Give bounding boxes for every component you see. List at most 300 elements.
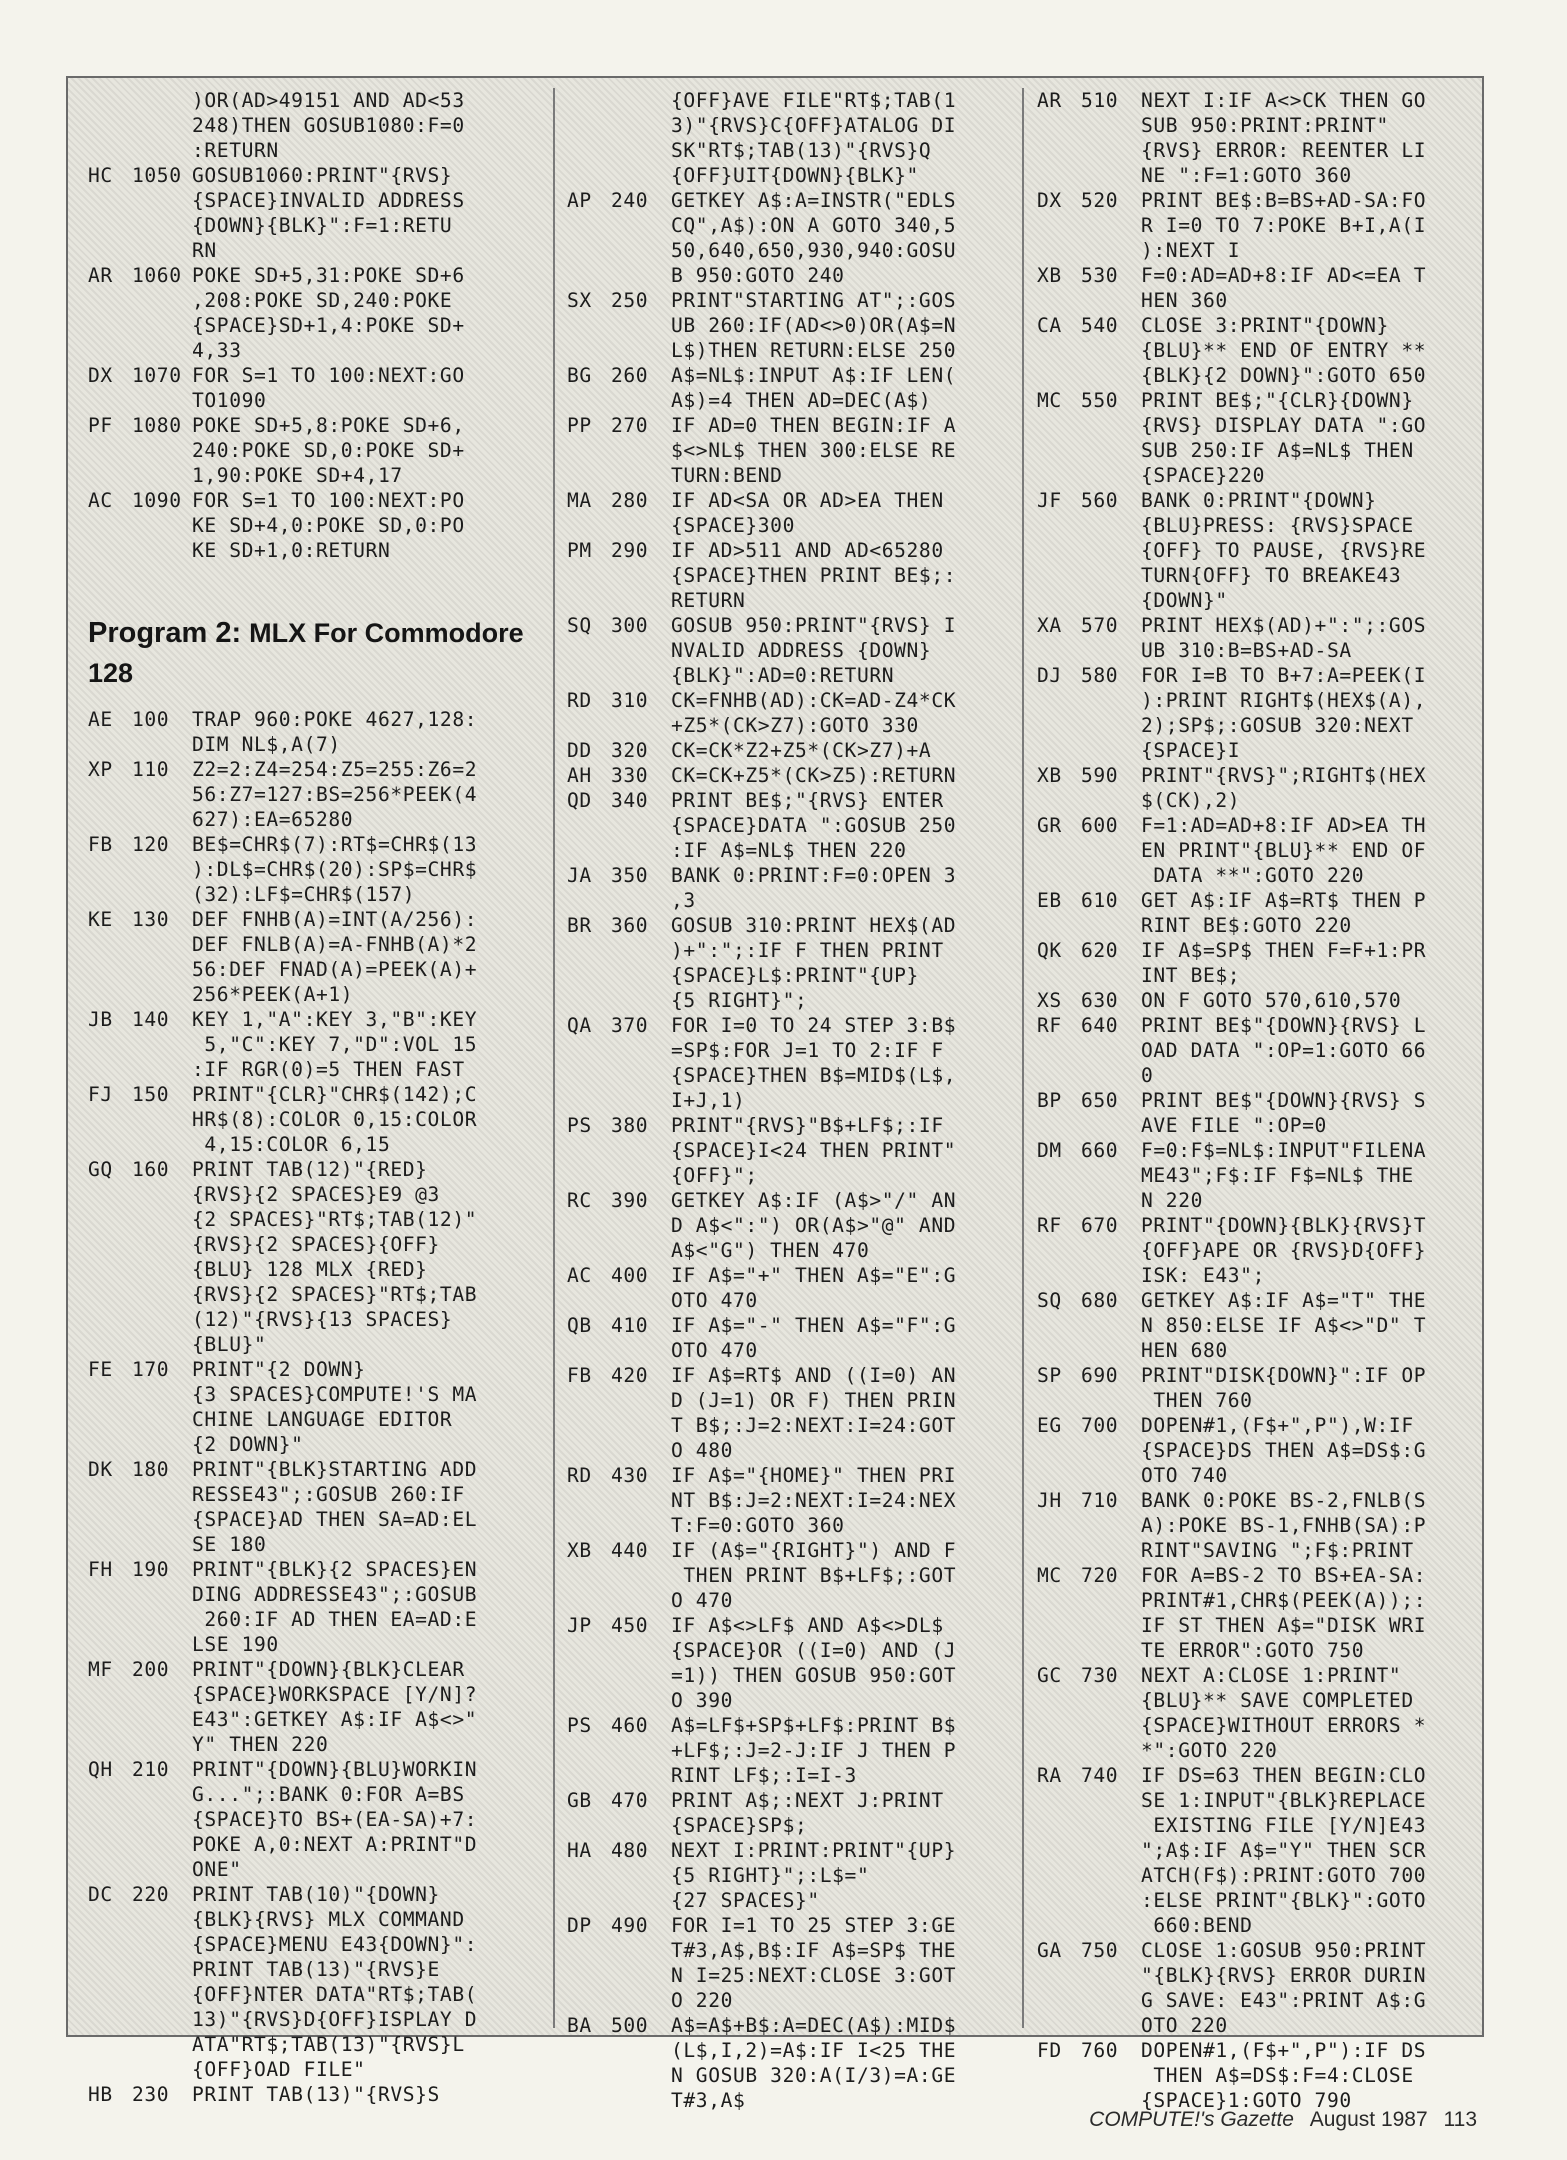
line-code: SE 1:INPUT"{BLK}REPLACE [1141, 1789, 1427, 1812]
line-code: {DOWN}" [1141, 589, 1228, 612]
line-code: TE ERROR":GOTO 750 [1141, 1639, 1365, 1662]
line-checksum: SX [567, 289, 592, 312]
line-number [132, 1832, 192, 1857]
line-code: $(CK),2) [1141, 789, 1241, 812]
line-code: D A$<":") OR(A$>"@" AND [671, 1214, 957, 1237]
code-line [88, 413, 544, 438]
line-code: BANK 0:PRINT:F=0:OPEN 3 [671, 864, 957, 887]
line-checksum [567, 1088, 611, 1113]
line-checksum [567, 813, 611, 838]
line-number: 180 [132, 1458, 170, 1481]
line-checksum [567, 1938, 611, 1963]
line-checksum [1037, 1713, 1081, 1738]
code-line [88, 1807, 544, 1832]
line-number [132, 1182, 192, 1207]
code-line [1037, 1813, 1493, 1838]
line-code: KE SD+4,0:POKE SD,0:PO [192, 514, 465, 537]
line-checksum [567, 663, 611, 688]
line-code: {SPACE}DS THEN A$=DS$:G [1141, 1439, 1427, 1462]
line-code: NE ":F=1:GOTO 360 [1141, 164, 1352, 187]
code-line [1037, 1888, 1493, 1913]
line-number [1081, 1513, 1141, 1538]
code-line [88, 1907, 544, 1932]
line-code: ATA"RT$;TAB(13)"{RVS}L [192, 2033, 465, 2056]
line-checksum [567, 1988, 611, 2013]
code-line [1037, 1763, 1493, 1788]
code-line [88, 1207, 544, 1232]
line-number: 470 [611, 1789, 649, 1812]
line-number: 390 [611, 1189, 649, 1212]
code-line [567, 913, 1023, 938]
line-number: 650 [1081, 1089, 1119, 1112]
line-checksum: KE [88, 908, 113, 931]
line-checksum [567, 713, 611, 738]
line-checksum: DP [567, 1914, 592, 1937]
line-code: ONE" [192, 1858, 242, 1881]
line-checksum [1037, 1838, 1081, 1863]
line-number: 150 [132, 1083, 170, 1106]
line-number: 460 [611, 1714, 649, 1737]
line-checksum [1037, 1113, 1081, 1138]
line-code: POKE SD+5,8:POKE SD+6, [192, 414, 465, 437]
line-checksum [88, 1582, 132, 1607]
code-line [567, 663, 1023, 688]
code-line [1037, 413, 1493, 438]
line-code: PRINT TAB(13)"{RVS}E [192, 1958, 440, 1981]
line-number: 530 [1081, 264, 1119, 287]
line-code: {SPACE}INVALID ADDRESS [192, 189, 465, 212]
line-number [611, 938, 671, 963]
line-checksum [1037, 713, 1081, 738]
line-checksum [1037, 838, 1081, 863]
line-number [611, 513, 671, 538]
code-line [1037, 238, 1493, 263]
code-line [1037, 313, 1493, 338]
line-code: {3 SPACES}COMPUTE!'S MA [192, 1383, 478, 1406]
line-checksum [1037, 1063, 1081, 1088]
line-number: 710 [1081, 1489, 1119, 1512]
line-number: 500 [611, 2014, 649, 2037]
line-code: T#3,A$ [671, 2089, 746, 2112]
line-code: R I=0 TO 7:POKE B+I,A(I [1141, 214, 1427, 237]
line-code: T B$;:J=2:NEXT:I=24:GOT [671, 1414, 957, 1437]
line-code: PRINT"{DOWN}{BLK}{RVS}T [1141, 1214, 1427, 1237]
code-line [1037, 1638, 1493, 1663]
line-number [1081, 1613, 1141, 1638]
code-line [1037, 1388, 1493, 1413]
line-number [611, 1963, 671, 1988]
line-number: 410 [611, 1314, 649, 1337]
line-number [1081, 1588, 1141, 1613]
line-checksum [567, 163, 611, 188]
line-number [132, 807, 192, 832]
code-line [1037, 88, 1493, 113]
line-checksum [567, 1063, 611, 1088]
line-number [611, 1038, 671, 1063]
code-line [88, 1282, 544, 1307]
line-code: {OFF} TO PAUSE, {RVS}RE [1141, 539, 1427, 562]
line-code: NEXT A:CLOSE 1:PRINT" [1141, 1664, 1402, 1687]
line-checksum: JP [567, 1614, 592, 1637]
line-code: A$)=4 THEN AD=DEC(A$) [671, 389, 932, 412]
line-checksum [1037, 238, 1081, 263]
line-number [1081, 288, 1141, 313]
code-line [1037, 488, 1493, 513]
line-checksum [567, 888, 611, 913]
line-checksum [1037, 738, 1081, 763]
line-code: {OFF}"; [671, 1164, 758, 1187]
line-code: 4,15:COLOR 6,15 [192, 1133, 391, 1156]
code-line [88, 1682, 544, 1707]
line-number [1081, 338, 1141, 363]
code-line [1037, 1238, 1493, 1263]
code-line [567, 838, 1023, 863]
line-number [1081, 213, 1141, 238]
line-number: 480 [611, 1839, 649, 1862]
issue-date: August 1987 [1309, 2108, 1428, 2131]
line-code: 4,33 [192, 339, 242, 362]
line-code: FOR S=1 TO 100:NEXT:PO [192, 489, 465, 512]
line-checksum [88, 463, 132, 488]
line-number [1081, 113, 1141, 138]
code-line [1037, 363, 1493, 388]
code-line [88, 1632, 544, 1657]
line-number: 210 [132, 1758, 170, 1781]
line-code: IF AD>511 AND AD<65280 [671, 539, 944, 562]
line-code: GET A$:IF A$=RT$ THEN P [1141, 889, 1427, 912]
code-line [88, 782, 544, 807]
listing-column-1 [88, 88, 544, 2106]
line-code: RN [192, 239, 217, 262]
code-line [567, 688, 1023, 713]
line-number [611, 1888, 671, 1913]
line-code: E43":GETKEY A$:IF A$<>" [192, 1708, 478, 1731]
line-checksum [567, 463, 611, 488]
line-number [611, 113, 671, 138]
code-line [567, 188, 1023, 213]
line-checksum: DD [567, 739, 592, 762]
line-checksum: AH [567, 764, 592, 787]
code-line [567, 1563, 1023, 1588]
line-checksum: QA [567, 1014, 592, 1037]
line-number [1081, 1738, 1141, 1763]
code-line [1037, 2038, 1493, 2063]
line-code: THEN PRINT B$+LF$;:GOT [671, 1564, 957, 1587]
line-number [611, 1488, 671, 1513]
code-line [567, 1188, 1023, 1213]
line-code: CLOSE 3:PRINT"{DOWN} [1141, 314, 1389, 337]
line-number [1081, 1813, 1141, 1838]
line-code: {SPACE}SD+1,4:POKE SD+ [192, 314, 465, 337]
line-code: +LF$;:J=2-J:IF J THEN P [671, 1739, 957, 1762]
code-line [1037, 1738, 1493, 1763]
line-checksum [88, 188, 132, 213]
code-line [1037, 1838, 1493, 1863]
code-line [88, 1457, 544, 1482]
line-checksum: GA [1037, 1939, 1062, 1962]
line-code: PRINT"{DOWN}{BLK}CLEAR [192, 1658, 465, 1681]
line-number: 130 [132, 908, 170, 931]
code-line [88, 113, 544, 138]
code-line [88, 1257, 544, 1282]
line-checksum: JH [1037, 1489, 1062, 1512]
line-checksum [567, 338, 611, 363]
line-code: Y" THEN 220 [192, 1733, 329, 1756]
line-checksum [88, 957, 132, 982]
line-number [611, 888, 671, 913]
line-checksum: DJ [1037, 664, 1062, 687]
line-number: 630 [1081, 989, 1119, 1012]
line-checksum [1037, 1888, 1081, 1913]
line-code: GOSUB 310:PRINT HEX$(AD [671, 914, 957, 937]
line-checksum [88, 513, 132, 538]
line-code: 627):EA=65280 [192, 808, 354, 831]
code-line [88, 188, 544, 213]
line-number [132, 1232, 192, 1257]
line-checksum [567, 213, 611, 238]
line-code: ATCH(F$):PRINT:GOTO 700 [1141, 1864, 1427, 1887]
line-code: N I=25:NEXT:CLOSE 3:GOT [671, 1964, 957, 1987]
line-number: 660 [1081, 1139, 1119, 1162]
code-line [567, 963, 1023, 988]
code-line [1037, 1663, 1493, 1688]
line-number [611, 1288, 671, 1313]
line-code: {SPACE}220 [1141, 464, 1265, 487]
line-code: POKE A,0:NEXT A:PRINT"D [192, 1833, 478, 1856]
line-number [132, 2032, 192, 2057]
line-checksum: GB [567, 1789, 592, 1812]
code-line [1037, 1488, 1493, 1513]
line-checksum: GC [1037, 1664, 1062, 1687]
line-code: {OFF}OAD FILE" [192, 2058, 366, 2081]
code-line [567, 888, 1023, 913]
code-line [567, 463, 1023, 488]
line-number [611, 138, 671, 163]
line-number: 520 [1081, 189, 1119, 212]
code-line [567, 738, 1023, 763]
code-line [1037, 1013, 1493, 1038]
line-checksum [1037, 1638, 1081, 1663]
line-number [611, 338, 671, 363]
code-line [88, 1607, 544, 1632]
line-checksum [88, 1532, 132, 1557]
line-code: OAD DATA ":OP=1:GOTO 66 [1141, 1039, 1427, 1062]
code-line [1037, 863, 1493, 888]
line-checksum [567, 2063, 611, 2088]
line-checksum [88, 1857, 132, 1882]
line-checksum [567, 1213, 611, 1238]
line-checksum: PP [567, 414, 592, 437]
line-code: {RVS}{2 SPACES}{OFF} [192, 1233, 440, 1256]
line-checksum: FH [88, 1558, 113, 1581]
code-line [567, 1163, 1023, 1188]
code-line [567, 1763, 1023, 1788]
line-code: DOPEN#1,(F$+",P"),W:IF [1141, 1414, 1414, 1437]
code-line [88, 1757, 544, 1782]
line-number [611, 1388, 671, 1413]
line-checksum [567, 1413, 611, 1438]
line-code: DEF FNLB(A)=A-FNHB(A)*2 [192, 933, 478, 956]
listing-column-2 [567, 88, 1023, 2112]
line-number [611, 1213, 671, 1238]
line-checksum: GQ [88, 1158, 113, 1181]
line-checksum: PM [567, 539, 592, 562]
line-checksum: AC [567, 1264, 592, 1287]
program-heading-title: Program 2: [88, 617, 242, 649]
line-checksum: QD [567, 789, 592, 812]
line-code: N GOSUB 320:A(I/3)=A:GE [671, 2064, 957, 2087]
line-number [132, 1532, 192, 1557]
line-code: {2 DOWN}" [192, 1433, 304, 1456]
line-checksum: FD [1037, 2039, 1062, 2062]
line-code: {SPACE}TO BS+(EA-SA)+7: [192, 1808, 478, 1831]
line-checksum [1037, 1313, 1081, 1338]
line-number [611, 1413, 671, 1438]
line-number [611, 1938, 671, 1963]
line-code: A):POKE BS-1,FNHB(SA):P [1141, 1514, 1427, 1537]
line-checksum: RF [1037, 1014, 1062, 1037]
code-line [1037, 538, 1493, 563]
line-code: ME43";F$:IF F$=NL$ THE [1141, 1164, 1414, 1187]
code-line [567, 2063, 1023, 2088]
code-line [88, 857, 544, 882]
line-number [1081, 863, 1141, 888]
line-number: 380 [611, 1114, 649, 1137]
line-number [132, 1957, 192, 1982]
line-code: 248)THEN GOSUB1080:F=0 [192, 114, 465, 137]
line-number: 370 [611, 1014, 649, 1037]
line-code: B 950:GOTO 240 [671, 264, 845, 287]
code-line [567, 1213, 1023, 1238]
line-checksum [567, 2038, 611, 2063]
line-checksum [1037, 788, 1081, 813]
line-code: A$=A$+B$:A=DEC(A$):MID$ [671, 2014, 957, 2037]
line-code: {RVS}{2 SPACES}E9 @3 [192, 1183, 440, 1206]
code-line [567, 1463, 1023, 1488]
line-code: {DOWN}{BLK}":F=1:RETU [192, 214, 453, 237]
line-code: NVALID ADDRESS {DOWN} [671, 639, 932, 662]
code-line [1037, 1938, 1493, 1963]
line-number: 280 [611, 489, 649, 512]
code-line [1037, 988, 1493, 1013]
line-number [1081, 538, 1141, 563]
code-line [88, 1707, 544, 1732]
code-line [567, 338, 1023, 363]
line-number [1081, 1063, 1141, 1088]
line-checksum [567, 1563, 611, 1588]
line-code: :IF A$=NL$ THEN 220 [671, 839, 907, 862]
line-number [611, 1513, 671, 1538]
line-code: DING ADDRESSE43";:GOSUB [192, 1583, 478, 1606]
code-line [1037, 1213, 1493, 1238]
line-checksum [1037, 413, 1081, 438]
line-number [132, 438, 192, 463]
line-number: 1090 [132, 489, 182, 512]
code-line [567, 163, 1023, 188]
line-code: NT B$:J=2:NEXT:I=24:NEX [671, 1489, 957, 1512]
line-number [1081, 1913, 1141, 1938]
line-checksum [1037, 688, 1081, 713]
code-line [1037, 288, 1493, 313]
line-number: 620 [1081, 939, 1119, 962]
line-checksum: JF [1037, 489, 1062, 512]
line-code: TO1090 [192, 389, 267, 412]
line-number: 640 [1081, 1014, 1119, 1037]
line-checksum [88, 1432, 132, 1457]
line-code: IF A$="+" THEN A$="E":G [671, 1264, 957, 1287]
page-footer [1079, 2108, 1477, 2132]
line-checksum [1037, 1613, 1081, 1638]
line-checksum [1037, 863, 1081, 888]
line-number: 680 [1081, 1289, 1119, 1312]
line-number [132, 1607, 192, 1632]
code-line [567, 313, 1023, 338]
line-number [132, 1107, 192, 1132]
line-number: 510 [1081, 89, 1119, 112]
line-checksum [88, 932, 132, 957]
line-number [132, 1907, 192, 1932]
line-code: {SPACE}WORKSPACE [Y/N]? [192, 1683, 478, 1706]
code-line [88, 263, 544, 288]
line-number: 300 [611, 614, 649, 637]
line-number [1081, 138, 1141, 163]
code-line [567, 813, 1023, 838]
line-code: PRINT"{BLK}{2 SPACES}EN [192, 1558, 478, 1581]
line-number [1081, 1538, 1141, 1563]
code-line [1037, 2013, 1493, 2038]
line-checksum [1037, 1538, 1081, 1563]
code-line [1037, 1863, 1493, 1888]
line-code: )+":";:IF F THEN PRINT [671, 939, 944, 962]
code-line [567, 113, 1023, 138]
line-number: 720 [1081, 1564, 1119, 1587]
line-code: {RVS}{2 SPACES}"RT$;TAB [192, 1283, 478, 1306]
line-number [132, 513, 192, 538]
line-code: IF DS=63 THEN BEGIN:CLO [1141, 1764, 1427, 1787]
line-number [1081, 1838, 1141, 1863]
line-checksum [88, 1957, 132, 1982]
code-line [567, 1913, 1023, 1938]
code-line [88, 513, 544, 538]
line-number [1081, 363, 1141, 388]
line-code: {BLK}":AD=0:RETURN [671, 664, 895, 687]
line-checksum [88, 538, 132, 563]
code-line [1037, 138, 1493, 163]
line-checksum: DX [88, 364, 113, 387]
line-number [611, 963, 671, 988]
listing-column-3 [1037, 88, 1493, 2112]
line-checksum [1037, 1238, 1081, 1263]
line-number [132, 213, 192, 238]
line-number [1081, 463, 1141, 488]
line-number [611, 2038, 671, 2063]
line-number [611, 1588, 671, 1613]
column-divider [553, 88, 555, 2028]
code-line [1037, 1038, 1493, 1063]
code-line [88, 1357, 544, 1382]
line-code: 660:BEND [1141, 1914, 1253, 1937]
line-code: A$=NL$:INPUT A$:IF LEN( [671, 364, 957, 387]
line-code: {BLU}** SAVE COMPLETED [1141, 1689, 1414, 1712]
line-checksum [88, 1207, 132, 1232]
code-line [88, 1482, 544, 1507]
code-line [88, 1182, 544, 1207]
line-number: 220 [132, 1883, 170, 1906]
line-checksum: DC [88, 1883, 113, 1906]
line-code: PRINT HEX$(AD)+":";:GOS [1141, 614, 1427, 637]
line-number: 200 [132, 1658, 170, 1681]
line-code: HR$(8):COLOR 0,15:COLOR [192, 1108, 478, 1131]
